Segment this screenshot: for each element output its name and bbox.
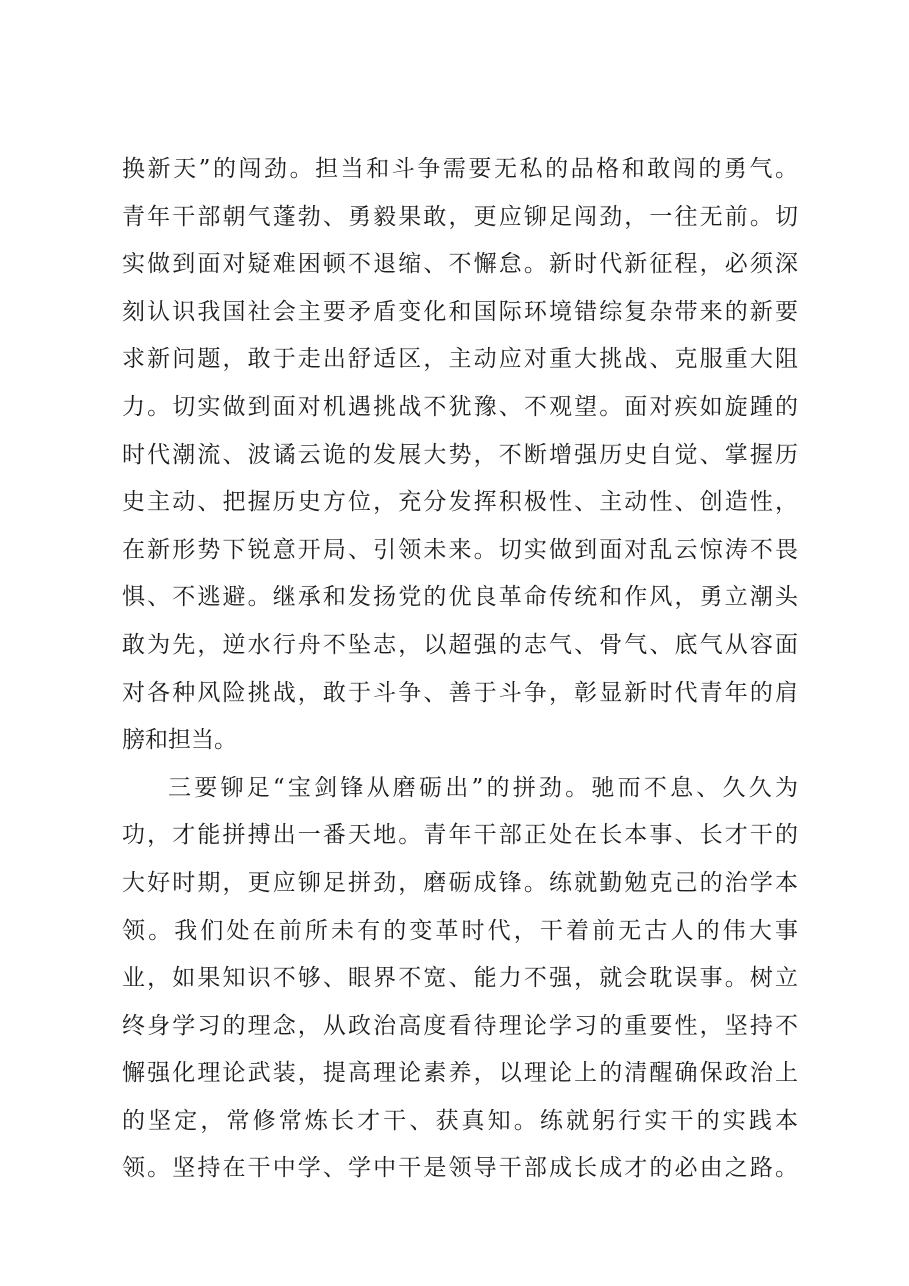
paragraph-line-13: 膀和担当。: [122, 727, 237, 754]
paragraph-line-12: 对各种风险挑战，敢于斗争、善于斗争，彰显新时代青年的肩: [122, 679, 798, 706]
paragraph-line-20: 懈强化理论武装，提高理论素养，以理论上的清醒确保政治上: [122, 1060, 798, 1087]
paragraph-line-1: 换新天”的闯劲。担当和斗争需要无私的品格和敢闯的勇气。: [122, 156, 798, 182]
paragraph-line-15: 功，才能拼搏出一番天地。青年干部正处在长本事、长才干的: [122, 822, 798, 849]
paragraph-line-19: 终身学习的理念，从政治高度看待理论学习的重要性，坚持不: [122, 1012, 798, 1039]
paragraph-line-22: 领。坚持在干中学、学中干是领导干部成长成才的必由之路。: [122, 1155, 798, 1182]
paragraph-line-16: 大好时期，更应铆足拼劲，磨砺成锋。练就勤勉克己的治学本: [122, 869, 798, 896]
paragraph-line-2: 青年干部朝气蓬勃、勇毅果敢，更应铆足闯劲，一往无前。切: [122, 203, 798, 230]
paragraph-line-4: 刻认识我国社会主要矛盾变化和国际环境错综复杂带来的新要: [122, 298, 798, 325]
document-body: [122, 146, 798, 1193]
paragraph-line-9: 在新形势下锐意开局、引领未来。切实做到面对乱云惊涛不畏: [122, 536, 798, 563]
paragraph-line-3: 实做到面对疑难困顿不退缩、不懈怠。新时代新征程，必须深: [122, 251, 798, 278]
paragraph-line-14: 三要铆足“宝剑锋从磨砺出”的拼劲。驰而不息、久久为: [168, 774, 798, 801]
paragraph-line-10: 惧、不逃避。继承和发扬党的优良革命传统和作风，勇立潮头: [122, 584, 798, 611]
paragraph-line-17: 领。我们处在前所未有的变革时代，干着前无古人的伟大事: [122, 917, 798, 944]
paragraph-line-11: 敢为先，逆水行舟不坠志，以超强的志气、骨气、底气从容面: [122, 631, 798, 658]
paragraph-line-21: 的坚定，常修常炼长才干、获真知。练就躬行实干的实践本: [122, 1107, 798, 1134]
paragraph-line-7: 时代潮流、波谲云诡的发展大势，不断增强历史自觉、掌握历: [122, 441, 798, 468]
paragraph-line-8: 史主动、把握历史方位，充分发挥积极性、主动性、创造性，: [122, 489, 798, 516]
paragraph-line-5: 求新问题，敢于走出舒适区，主动应对重大挑战、克服重大阻: [122, 346, 798, 373]
paragraph-line-6: 力。切实做到面对机遇挑战不犹豫、不观望。面对疾如旋踵的: [122, 393, 798, 420]
paragraph-line-18: 业，如果知识不够、眼界不宽、能力不强，就会耽误事。树立: [122, 965, 798, 992]
